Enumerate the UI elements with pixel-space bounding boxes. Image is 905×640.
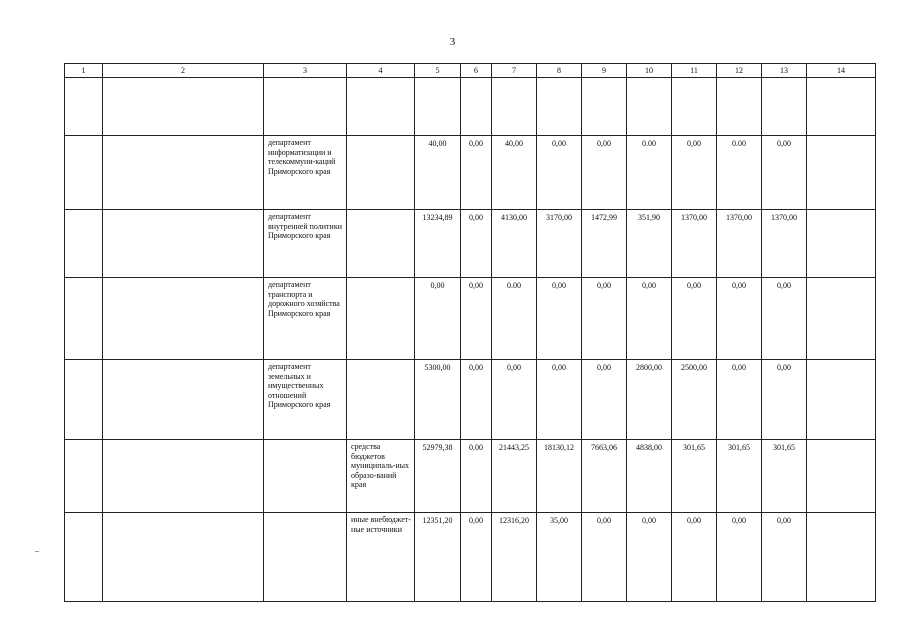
- text-cell: [264, 440, 347, 513]
- text-cell: [103, 278, 264, 360]
- value-cell: [762, 78, 807, 136]
- text-cell: [65, 78, 103, 136]
- value-cell: 301,65: [672, 440, 717, 513]
- value-cell: 0,00: [492, 360, 537, 440]
- value-cell: 0,00: [537, 136, 582, 210]
- value-cell: [461, 78, 492, 136]
- text-cell: [65, 360, 103, 440]
- value-cell: 0,00: [537, 278, 582, 360]
- text-cell: [347, 78, 415, 136]
- table-row: [65, 136, 876, 210]
- value-cell: 1472,99: [582, 210, 627, 278]
- text-cell: [807, 513, 876, 602]
- header-cell: 13: [762, 64, 807, 78]
- table-header-row: [65, 64, 876, 78]
- value-cell: 0,00: [582, 360, 627, 440]
- text-cell: средства бюджетов муниципаль-ных образо-ваний края: [347, 440, 415, 513]
- value-cell: [415, 78, 461, 136]
- value-cell: 4838,00: [627, 440, 672, 513]
- header-cell: 5: [415, 64, 461, 78]
- value-cell: 0.00: [717, 136, 762, 210]
- value-cell: 0,00: [627, 278, 672, 360]
- header-cell: 10: [627, 64, 672, 78]
- text-cell: [103, 360, 264, 440]
- value-cell: 0,00: [762, 360, 807, 440]
- value-cell: 1370,00: [672, 210, 717, 278]
- value-cell: 1370,00: [762, 210, 807, 278]
- text-cell: [65, 136, 103, 210]
- value-cell: 0.00: [461, 440, 492, 513]
- value-cell: 0,00: [672, 136, 717, 210]
- value-cell: 0,00: [717, 360, 762, 440]
- value-cell: 35,00: [537, 513, 582, 602]
- value-cell: 0,00: [461, 210, 492, 278]
- value-cell: 18130,12: [537, 440, 582, 513]
- text-cell: департамент информатизации и телекоммуни-каций Приморского края: [264, 136, 347, 210]
- value-cell: 301,65: [717, 440, 762, 513]
- value-cell: 0,00: [672, 278, 717, 360]
- header-cell: 9: [582, 64, 627, 78]
- text-cell: [807, 360, 876, 440]
- table-row: [65, 360, 876, 440]
- value-cell: [582, 78, 627, 136]
- scan-mark: [35, 551, 39, 552]
- value-cell: 40,00: [415, 136, 461, 210]
- value-cell: 0,00: [717, 278, 762, 360]
- value-cell: 0,00: [582, 136, 627, 210]
- value-cell: 0,00: [461, 513, 492, 602]
- value-cell: [627, 78, 672, 136]
- header-cell: 12: [717, 64, 762, 78]
- text-cell: [65, 513, 103, 602]
- header-cell: 3: [264, 64, 347, 78]
- value-cell: [537, 78, 582, 136]
- value-cell: 0,00: [461, 278, 492, 360]
- value-cell: 7663,06: [582, 440, 627, 513]
- value-cell: 4130,00: [492, 210, 537, 278]
- value-cell: 0,00: [537, 360, 582, 440]
- header-cell: 14: [807, 64, 876, 78]
- header-cell: 2: [103, 64, 264, 78]
- value-cell: [672, 78, 717, 136]
- data-table: [64, 63, 876, 602]
- value-cell: 2800,00: [627, 360, 672, 440]
- value-cell: 52979,38: [415, 440, 461, 513]
- value-cell: 351,90: [627, 210, 672, 278]
- text-cell: департамент внутренней политики Приморского края: [264, 210, 347, 278]
- text-cell: [807, 278, 876, 360]
- text-cell: [65, 278, 103, 360]
- value-cell: 0,00: [582, 513, 627, 602]
- header-cell: 8: [537, 64, 582, 78]
- value-cell: 2500,00: [672, 360, 717, 440]
- value-cell: 21443,25: [492, 440, 537, 513]
- value-cell: 12351,20: [415, 513, 461, 602]
- text-cell: [347, 136, 415, 210]
- value-cell: 0.00: [627, 136, 672, 210]
- value-cell: 0,00: [762, 136, 807, 210]
- value-cell: 0,00: [627, 513, 672, 602]
- text-cell: [807, 78, 876, 136]
- table-row: [65, 210, 876, 278]
- value-cell: 40,00: [492, 136, 537, 210]
- text-cell: [807, 210, 876, 278]
- text-cell: [103, 513, 264, 602]
- value-cell: 13234,89: [415, 210, 461, 278]
- text-cell: [807, 136, 876, 210]
- value-cell: 0,00: [461, 360, 492, 440]
- header-cell: 6: [461, 64, 492, 78]
- value-cell: [717, 78, 762, 136]
- text-cell: департамент земельных и имущественных отношений Приморского края: [264, 360, 347, 440]
- value-cell: 0,00: [717, 513, 762, 602]
- text-cell: департамент транспорта и дорожного хозяйства Приморского края: [264, 278, 347, 360]
- value-cell: 3170,00: [537, 210, 582, 278]
- header-cell: 4: [347, 64, 415, 78]
- page-number: 3: [449, 36, 456, 48]
- value-cell: 301,65: [762, 440, 807, 513]
- text-cell: иные внебюджет-ные источники: [347, 513, 415, 602]
- table-row: [65, 440, 876, 513]
- text-cell: [103, 210, 264, 278]
- text-cell: [347, 210, 415, 278]
- text-cell: [347, 360, 415, 440]
- table-row: [65, 78, 876, 136]
- header-cell: 1: [65, 64, 103, 78]
- value-cell: 0,00: [461, 136, 492, 210]
- text-cell: [264, 78, 347, 136]
- text-cell: [807, 440, 876, 513]
- value-cell: 0,00: [672, 513, 717, 602]
- value-cell: 1370,00: [717, 210, 762, 278]
- text-cell: [103, 136, 264, 210]
- value-cell: 5300,00: [415, 360, 461, 440]
- value-cell: [492, 78, 537, 136]
- value-cell: 0,00: [762, 513, 807, 602]
- value-cell: 0.00: [492, 278, 537, 360]
- text-cell: [103, 440, 264, 513]
- header-cell: 11: [672, 64, 717, 78]
- table-row: [65, 278, 876, 360]
- header-cell: 7: [492, 64, 537, 78]
- text-cell: [103, 78, 264, 136]
- value-cell: 12316,20: [492, 513, 537, 602]
- text-cell: [65, 440, 103, 513]
- value-cell: 0,00: [582, 278, 627, 360]
- text-cell: [264, 513, 347, 602]
- value-cell: 0,00: [415, 278, 461, 360]
- text-cell: [347, 278, 415, 360]
- text-cell: [65, 210, 103, 278]
- value-cell: 0,00: [762, 278, 807, 360]
- table-row: [65, 513, 876, 602]
